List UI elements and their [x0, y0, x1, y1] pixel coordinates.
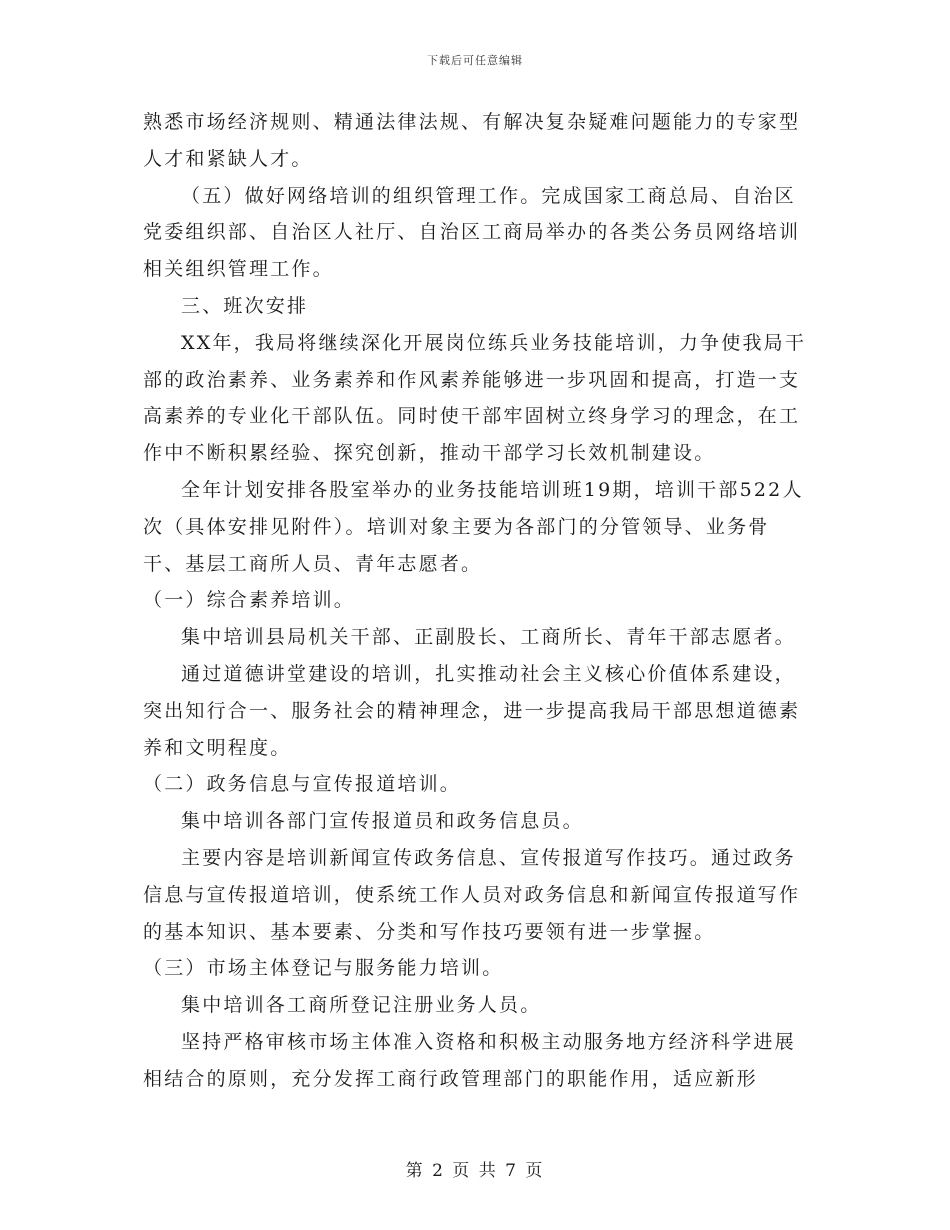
page-header: 下载后可任意编辑 — [427, 54, 523, 67]
paragraph: 熟悉市场经济规则、精通法律法规、有解决复杂疑难问题能力的专家型人才和紧缺人才。 — [143, 111, 801, 170]
page-footer: 第 2 页 共 7 页 — [405, 1161, 545, 1181]
document-body — [143, 104, 811, 1098]
paragraph: 通过道德讲堂建设的培训，扎实推动社会主义核心价值体系建设，突出知行合一、服务社会的精神理念，进一步提高我局干部思想道德素养和文明程度。 — [143, 662, 801, 759]
subsection-heading: （一）综合素养培训。 — [143, 589, 356, 612]
paragraph: （五）做好网络培训的组织管理工作。完成国家工商总局、自治区党委组织部、自治区人社厅、自治区工商局举办的各类公务员网络培训相关组织管理工作。 — [143, 184, 801, 281]
paragraph: 集中培训县局机关干部、正副股长、工商所长、青年干部志愿者。 — [181, 626, 796, 649]
subsection-heading: （二）政务信息与宣传报道培训。 — [143, 773, 462, 796]
section-heading: 三、班次安排 — [181, 294, 309, 317]
paragraph: 坚持严格审核市场主体准入资格和积极主动服务地方经济科学进展相结合的原则，充分发挥工商行政管理部门的职能作用，适应新形 — [143, 1030, 796, 1090]
paragraph: 全年计划安排各股室举办的业务技能培训班19期，培训干部522人次（具体安排见附件）。培训对象主要为各部门的分管领导、业务骨干、基层工商所人员、青年志愿者。 — [143, 478, 804, 575]
paragraph: 集中培训各部门宣传报道员和政务信息员。 — [181, 810, 584, 833]
paragraph: 主要内容是培训新闻宣传政务信息、宣传报道写作技巧。通过政务信息与宣传报道培训，使系统工作人员对政务信息和新闻宣传报道写作的基本知识、基本要素、分类和写作技巧要领有进一步掌握。 — [143, 846, 801, 943]
paragraph: 集中培训各工商所登记注册业务人员。 — [181, 994, 542, 1017]
subsection-heading: （三）市场主体登记与服务能力培训。 — [143, 957, 504, 980]
paragraph: XX年，我局将继续深化开展岗位练兵业务技能培训，力争使我局干部的政治素养、业务素养和作风素养能够进一步巩固和提高，打造一支高素养的专业化干部队伍。同时使干部牢固树立终身学习的理念，在工作中不断积累经验、探究创新，推动干部学习长效机制建设。 — [143, 331, 807, 465]
